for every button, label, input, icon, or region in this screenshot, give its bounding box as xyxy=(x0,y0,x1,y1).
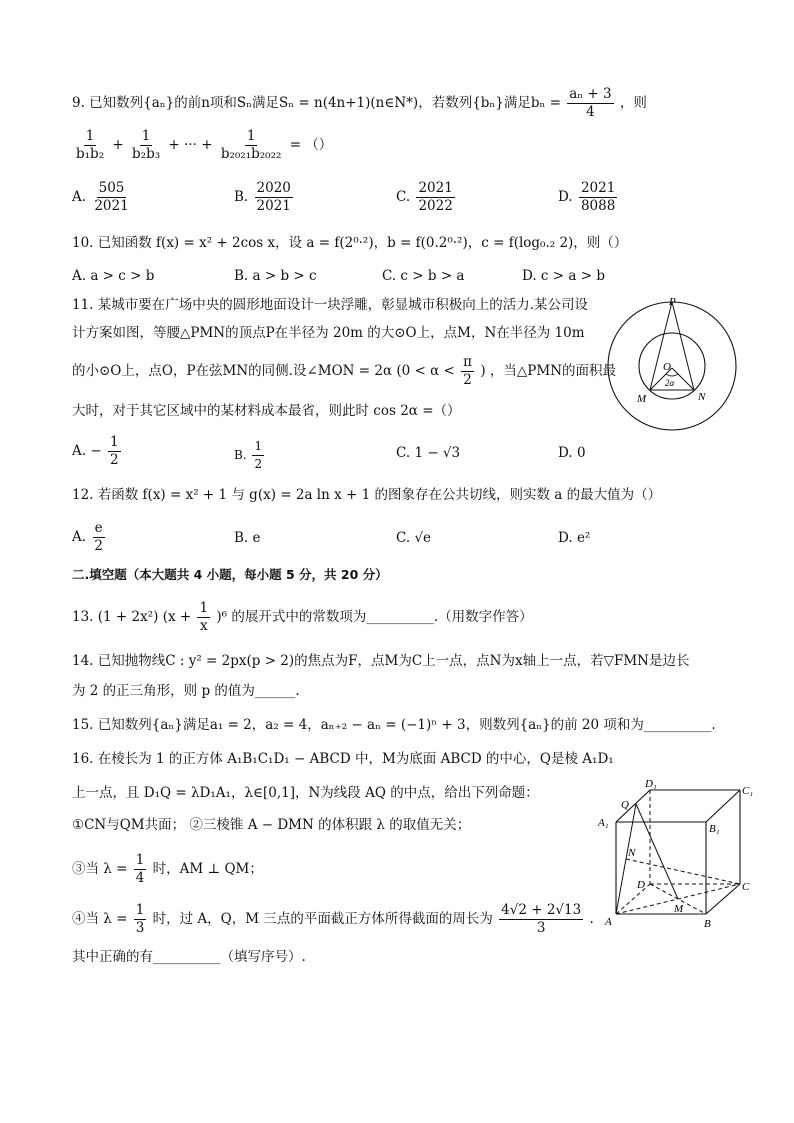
q11-range-fraction xyxy=(461,354,474,389)
radius-on xyxy=(672,368,694,390)
label-d: D xyxy=(637,879,645,891)
option-fraction xyxy=(92,520,105,555)
q9-expr-ellipsis: + ··· + xyxy=(168,137,213,153)
q16-line-5-fraction xyxy=(134,902,147,937)
option-fraction xyxy=(92,180,130,215)
angle-arc xyxy=(666,374,678,376)
q13-pre: 13. (1 + 2x²) xyxy=(72,609,159,625)
q11-option-d[interactable] xyxy=(558,445,586,461)
label-angle: 2α xyxy=(665,378,675,388)
q16-line-5-mid: 时，过 A，Q，M 三点的平面截正方体所得截面的周长为 xyxy=(152,911,493,927)
q16-perimeter-num: 4√2 + 2√13 xyxy=(501,902,582,918)
q9-option-b[interactable] xyxy=(234,180,295,215)
q9-expr-f1-den: b₁b₂ xyxy=(76,146,105,162)
q14-line-2: 为 2 的正三角形，则 p 的值为______. xyxy=(72,683,300,699)
label-o: O xyxy=(663,361,671,373)
q16-line-3: ①CN与QM共面； ②三棱锥 A − DMN 的体积跟 λ 的取值无关； xyxy=(72,817,471,833)
q9-expr-end: = （） xyxy=(289,137,333,153)
option-letter: B. xyxy=(234,448,247,462)
option-num: e xyxy=(94,520,103,536)
option-den: 2 xyxy=(94,538,103,554)
label-n: N xyxy=(628,847,636,859)
q12-stem: 12. 若函数 f(x) = x² + 1 与 g(x) = 2a ln x + 1 的图象存在公共切线，则实数 a 的最大值为（） xyxy=(72,487,662,503)
q11-line-3a: 的小⊙O上，点O，P在弦MN的同侧.设∠MON = 2α xyxy=(72,363,393,379)
option-letter: C. xyxy=(396,445,411,461)
option-num: 1 xyxy=(109,434,119,450)
option-letter: D. xyxy=(558,530,573,546)
option-text: 1 − √3 xyxy=(414,445,461,461)
q12-option-c[interactable] xyxy=(396,530,431,546)
option-text: 0 xyxy=(576,445,586,461)
q16-line-6: 其中正确的有__________（填写序号）. xyxy=(72,949,306,965)
option-den: 2022 xyxy=(418,198,453,214)
q10-option-c[interactable]: C. c > b > a xyxy=(382,268,465,284)
q11-line-1: 11. 某城市要在广场中央的圆形地面设计一块浮雕，彰显城市积极向上的活力.某公司设 xyxy=(72,297,589,313)
q9-expr-plus: + xyxy=(112,137,124,153)
q11-range-open: (0 < α < xyxy=(396,363,455,379)
label-m: M xyxy=(674,903,684,915)
q16-line-5 xyxy=(72,902,594,937)
big-circle xyxy=(608,302,736,430)
option-letter: A. xyxy=(72,443,87,459)
q16-line-4-fraction xyxy=(134,852,147,887)
q9-stem-fraction-num: aₙ + 3 xyxy=(569,86,612,102)
label-m: M xyxy=(637,393,647,405)
label-a: A xyxy=(605,916,612,928)
option-num: 1 xyxy=(252,438,264,456)
option-fraction xyxy=(255,180,293,215)
q13-stem xyxy=(72,600,533,635)
q11-option-b[interactable] xyxy=(234,438,266,473)
label-p: P xyxy=(669,296,676,308)
option-letter: A. xyxy=(72,189,87,205)
q9-expr-f2-num: 1 xyxy=(141,128,151,144)
q16-line-5-num: 1 xyxy=(135,902,145,918)
q12-option-b[interactable] xyxy=(234,530,261,546)
option-den: 2 xyxy=(254,457,263,471)
q9-expression xyxy=(72,128,332,163)
option-letter: B. xyxy=(234,530,249,546)
option-text: √e xyxy=(414,530,432,546)
q16-line-5-pre: ④当 λ = xyxy=(72,911,128,927)
q11-range-close: ) xyxy=(480,363,486,379)
q16-perimeter-den: 3 xyxy=(536,920,546,936)
q16-line-1: 16. 在棱长为 1 的正方体 A₁B₁C₁D₁ − ABCD 中，M为底面 ABCD 的中心，Q是棱 A₁D₁ xyxy=(72,751,614,767)
option-letter: B. xyxy=(234,189,249,205)
q16-perimeter-fraction xyxy=(499,902,583,937)
q9-stem-fraction xyxy=(567,86,613,121)
q10-option-a[interactable]: A. a > c > b xyxy=(72,268,155,284)
option-fraction xyxy=(108,434,121,469)
q16-line-5-den: 3 xyxy=(135,920,145,936)
label-c: C xyxy=(742,881,750,893)
q10-stem: 10. 已知函数 f(x) = x² + 2cos x，设 a = f(2⁰·²)，b = f(0.2⁰·²)，c = f(log₀.₂ 2)，则（） xyxy=(72,235,628,251)
q9-expr-f1-num: 1 xyxy=(85,128,95,144)
option-num: 2021 xyxy=(418,180,453,196)
q12-option-a[interactable] xyxy=(72,520,107,555)
q16-line-4 xyxy=(72,852,263,887)
label-d1: D₁ xyxy=(645,778,657,790)
section-fill-in-title: 二.填空题（本大题共 4 小题，每小题 5 分，共 20 分） xyxy=(72,567,388,582)
q12-option-d[interactable] xyxy=(558,530,590,546)
q9-stem xyxy=(72,86,647,121)
option-letter: D. xyxy=(558,189,573,205)
option-num: 2021 xyxy=(580,180,616,196)
q9-expr-fraction-1 xyxy=(74,128,106,163)
option-den: 8088 xyxy=(580,198,616,214)
q9-expr-f2-den: b₂b₃ xyxy=(132,146,161,162)
side-pn xyxy=(672,302,694,390)
q11-range-num: π xyxy=(463,354,473,370)
option-letter: D. xyxy=(558,445,573,461)
label-b: B xyxy=(704,918,711,930)
q13-paren-open: (x + xyxy=(162,609,192,625)
q9-option-d[interactable] xyxy=(558,180,619,215)
q16-line-4-post: 时，AM ⊥ QM； xyxy=(152,861,263,877)
q16-line-4-den: 4 xyxy=(135,870,145,886)
q9-expr-f3-den: b₂₀₂₁b₂₀₂₂ xyxy=(220,146,282,162)
label-c1: C₁ xyxy=(742,785,754,797)
option-den: 2021 xyxy=(94,198,129,214)
q9-expr-fraction-2 xyxy=(130,128,162,163)
small-circle xyxy=(639,333,705,399)
q11-line-4: 大时，对于其它区域中的某材料成本最省，则此时 cos 2α =（） xyxy=(72,403,461,419)
q13-fraction xyxy=(197,600,210,635)
q11-option-c[interactable] xyxy=(396,445,460,461)
q16-cube-figure xyxy=(594,774,764,934)
q9-option-a[interactable] xyxy=(72,180,133,215)
q16-line-5-end: . xyxy=(589,911,594,927)
q11-line-3 xyxy=(72,354,616,389)
q11-line-2: 计方案如图，等腰△PMN的顶点P在半径为 20m 的大⊙O上，点M，N在半径为 10m xyxy=(72,325,585,341)
q9-stem-end: ，则 xyxy=(619,95,647,111)
q10-option-b[interactable]: B. a > b > c xyxy=(234,268,317,284)
option-letter: A. xyxy=(72,529,87,545)
q9-option-c[interactable] xyxy=(396,180,457,215)
side-pm xyxy=(650,302,672,390)
option-fraction xyxy=(416,180,454,215)
label-q: Q xyxy=(621,799,629,811)
edge-bc xyxy=(706,884,740,914)
q11-option-a[interactable] xyxy=(72,434,123,469)
option-num: 2020 xyxy=(256,180,291,196)
option-den: 2 xyxy=(109,452,119,468)
option-letter: C. xyxy=(396,189,411,205)
label-n: N xyxy=(698,391,706,403)
option-num: 505 xyxy=(98,180,125,196)
edge-b1c1 xyxy=(706,790,740,822)
option-fraction xyxy=(579,180,617,215)
q13-post: 的展开式中的常数项为__________.（用数字作答） xyxy=(231,609,533,625)
option-sign: − xyxy=(90,443,102,459)
option-letter: C. xyxy=(396,530,411,546)
q10-option-d[interactable]: D. c > a > b xyxy=(522,268,605,284)
q9-expr-fraction-3 xyxy=(219,128,284,163)
q11-range-den: 2 xyxy=(463,372,472,388)
option-den: 2021 xyxy=(256,198,291,214)
q16-line-2: 上一点，且 D₁Q = λD₁A₁，λ∈[0,1]，N为线段 AQ 的中点，给出下列命题： xyxy=(72,785,539,801)
q9-stem-fraction-den: 4 xyxy=(586,104,595,120)
q11-circle-figure xyxy=(606,296,746,441)
option-text: e xyxy=(252,530,261,546)
q11-line-3b: ，当△PMN的面积最 xyxy=(489,363,617,379)
q15-line-1: 15. 已知数列{aₙ}满足a₁ = 2，a₂ = 4，aₙ₊₂ − aₙ = (−1)ⁿ + 3，则数列{aₙ}的前 20 项和为__________. xyxy=(72,717,716,733)
q13-fraction-den: x xyxy=(199,618,208,634)
option-fraction xyxy=(252,438,264,473)
q14-line-1: 14. 已知抛物线C : y² = 2px(p > 2)的焦点为F，点M为C上一点，点N为x轴上一点，若▽FMN是边长 xyxy=(72,653,690,669)
q16-line-4-pre: ③当 λ = xyxy=(72,861,128,877)
option-text: e² xyxy=(576,530,591,546)
label-b1: B₁ xyxy=(709,823,720,835)
q13-fraction-num: 1 xyxy=(199,600,209,616)
q9-stem-text: 9. 已知数列{aₙ}的前n项和Sₙ满足Sₙ = n(4n+1)(n∈N*)，若数列{bₙ}满足bₙ = xyxy=(72,95,561,111)
q13-paren-close: )⁶ xyxy=(216,609,228,625)
q16-line-4-num: 1 xyxy=(135,852,145,868)
q9-expr-f3-num: 1 xyxy=(246,128,256,144)
label-a1: A₁ xyxy=(598,817,609,829)
